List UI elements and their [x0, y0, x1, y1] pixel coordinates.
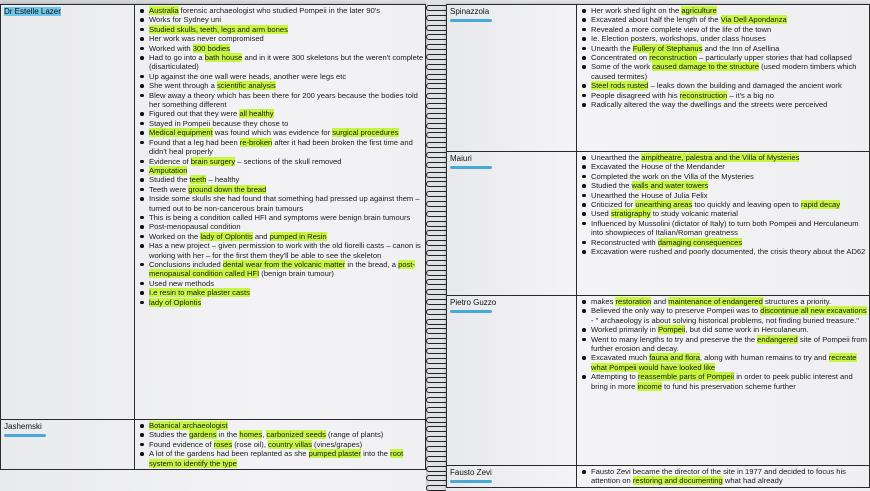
spiral-ring — [425, 122, 447, 129]
list-item — [149, 119, 425, 128]
spiral-ring — [425, 220, 447, 227]
note-text: This is being a condition called HFI and symptoms were benign brain tumours — [149, 212, 411, 222]
list-item — [149, 25, 425, 34]
highlighted-text: income — [637, 381, 662, 391]
highlighted-text: walls and water towers — [631, 181, 709, 191]
spiral-ring — [425, 73, 447, 80]
highlighted-text: Studied skulls, teeth, legs and arm bones — [149, 24, 288, 34]
notes-list — [577, 5, 869, 110]
highlighted-text: lady of Oplontis — [200, 231, 253, 241]
highlighted-text: country villas — [268, 439, 312, 449]
note-text: Figured out that they were — [149, 109, 240, 119]
list-item — [149, 81, 425, 90]
note-text: Conclusions included — [149, 259, 223, 269]
notes-row — [447, 5, 870, 152]
list-item — [591, 25, 869, 34]
list-item — [591, 191, 869, 200]
list-item — [149, 175, 425, 184]
spiral-ring — [425, 43, 447, 50]
notes-list — [135, 420, 425, 469]
notes-list — [135, 5, 425, 308]
spiral-ring — [425, 484, 447, 491]
list-item — [149, 6, 425, 15]
highlighted-text: all healthy — [239, 109, 274, 119]
note-text: Had to go into a — [149, 53, 205, 63]
highlighted-text: Medical equipment — [149, 128, 213, 138]
person-name: Dr Estelle Lazer — [4, 7, 61, 16]
highlighted-text: caused damage to the structure — [652, 62, 760, 72]
highlighted-text: Amputation — [149, 165, 188, 175]
spiral-ring — [425, 347, 447, 354]
highlighter-mark — [450, 480, 492, 483]
list-item — [149, 421, 425, 430]
highlighted-text: I.e resin to make plaster casts — [149, 288, 250, 298]
highlighted-text: lady of Oplontis — [149, 297, 202, 307]
spiral-ring — [425, 367, 447, 374]
list-item — [149, 279, 425, 288]
notes-row — [447, 152, 870, 296]
note-text: Worked on the — [149, 231, 201, 241]
list-item — [591, 306, 869, 325]
highlighted-text: unearthing areas — [635, 200, 693, 210]
spiral-ring — [425, 102, 447, 109]
list-item — [591, 353, 869, 372]
note-text: Her work shed light on the — [591, 6, 682, 15]
highlighted-text: teeth — [189, 175, 207, 185]
spiral-ring — [425, 239, 447, 246]
note-text: – leaks down the building and damaged the ancient work — [648, 81, 842, 91]
note-text: – sections of the skull removed — [235, 156, 342, 166]
list-item — [591, 100, 869, 109]
list-item — [149, 109, 425, 118]
spiral-ring — [425, 180, 447, 187]
highlighted-text: Steel rods rusted — [591, 81, 649, 91]
note-text: Some of the work — [591, 62, 653, 72]
note-text: into the — [360, 449, 391, 459]
spiral-ring — [425, 298, 447, 305]
note-text: what had already — [722, 476, 783, 486]
note-text: Completed the work on the Villa of the Mysteries — [591, 171, 754, 181]
list-item — [149, 430, 425, 439]
spiral-ring — [425, 376, 447, 383]
spiral-ring — [425, 435, 447, 442]
spiral-ring — [425, 474, 447, 481]
note-text: Found evidence of — [149, 439, 214, 449]
note-text: in the — [216, 430, 240, 440]
note-text: Fausto Zevi became the director of the site in 1977 and decided to focus his attention on — [591, 467, 846, 486]
spiral-ring — [425, 249, 447, 256]
note-text: - " archaeology is about solving historical problems, not finding buried treasure." — [591, 315, 859, 325]
note-text: structures a priority. — [762, 297, 832, 306]
note-text: Ie. Election posters, workshops, under class houses — [591, 34, 766, 44]
spiral-ring — [425, 386, 447, 393]
note-text: Works for Sydney uni — [149, 15, 222, 25]
spiral-ring — [425, 308, 447, 315]
notes-list — [577, 152, 869, 257]
list-item — [591, 6, 869, 15]
highlighter-mark — [450, 19, 492, 22]
list-item — [591, 325, 869, 334]
list-item — [591, 34, 869, 43]
list-item — [149, 288, 425, 297]
highlighted-text: homes — [239, 430, 263, 440]
note-text: (benign brain tumour) — [259, 269, 334, 279]
notes-cell — [135, 5, 426, 420]
highlighted-text: reconstruction — [679, 90, 728, 100]
list-item — [591, 219, 869, 238]
list-item — [591, 200, 869, 209]
list-item — [591, 15, 869, 24]
list-item — [149, 157, 425, 166]
list-item — [591, 209, 869, 218]
list-item — [591, 81, 869, 90]
list-item — [149, 222, 425, 231]
note-text: Teeth were — [149, 184, 189, 194]
note-text: Found that a leg had been — [149, 137, 240, 147]
note-text: Blew away a theory which has been there for 200 years because the bodies told her something different — [149, 90, 418, 110]
notes-list — [577, 466, 869, 487]
highlighted-text: carbonized seeds — [266, 430, 326, 440]
note-text: Concentrated on — [591, 53, 650, 63]
note-text: Revealed a more complete view of the life of the town — [591, 24, 772, 34]
note-text: Excavated much — [591, 353, 650, 363]
highlighted-text: Pompeii — [657, 325, 686, 335]
spiral-ring — [425, 92, 447, 99]
note-text: makes — [591, 297, 616, 306]
list-item — [149, 449, 425, 468]
list-item — [149, 53, 425, 72]
spiral-ring — [425, 416, 447, 423]
person-name: Pietro Guzzo — [450, 298, 497, 307]
note-text: , along with human remains to try and — [699, 353, 829, 363]
highlighted-text: brain surgery — [190, 156, 236, 166]
notes-row — [1, 420, 426, 470]
list-item — [591, 91, 869, 100]
highlighted-text: restoring and documenting — [632, 476, 723, 486]
highlighted-text: reassemble parts of Pompeii — [637, 372, 735, 382]
list-item — [149, 185, 425, 194]
highlighted-text: 300 bodies — [192, 43, 230, 53]
note-text: Studies the — [149, 430, 190, 440]
note-text: Excavated the House of the Mendander — [591, 162, 725, 172]
spiral-ring — [425, 278, 447, 285]
note-text: Worked primarily in — [591, 325, 658, 335]
person-name: Spinazzola — [450, 7, 490, 16]
list-item — [149, 138, 425, 157]
highlighted-text: endangered — [757, 334, 798, 344]
spiral-ring — [425, 445, 447, 452]
note-text: Excavated about half the length of the — [591, 15, 721, 25]
note-text: People disagreed with his — [591, 90, 680, 100]
list-item — [591, 335, 869, 354]
list-item — [591, 297, 869, 306]
list-item — [591, 162, 869, 171]
note-text: A lot of the gardens had been replanted as she — [149, 449, 309, 459]
spiral-ring — [425, 200, 447, 207]
highlighted-text: root system to identify the type — [149, 449, 404, 468]
highlighted-text: pumped plaster — [308, 449, 361, 459]
spiral-ring — [425, 406, 447, 413]
note-text: and in it were 300 skeletons but the weren't complete (disarticulated) — [149, 53, 424, 72]
spiral-ring — [425, 455, 447, 462]
spiral-ring — [425, 190, 447, 197]
highlighted-text: reconstruction — [649, 53, 697, 63]
note-text: Has a new project – given permission to work with the old fiorelli casts – canon is working with her – for the first them they'll be able to see the skeleton — [149, 241, 421, 260]
note-text: and — [651, 297, 669, 306]
note-text: Unearth the — [591, 43, 633, 53]
spiral-ring — [425, 269, 447, 276]
spiral-ring — [425, 53, 447, 60]
notes-cell — [577, 152, 870, 296]
note-text: site of Pompeii from further erosion and decay. — [591, 334, 867, 354]
list-item — [591, 181, 869, 190]
spiral-ring — [425, 24, 447, 31]
list-item — [149, 166, 425, 175]
person-name-cell — [447, 466, 577, 488]
highlighter-mark — [450, 310, 492, 313]
person-name: Maiuri — [450, 154, 472, 163]
person-name-cell — [447, 5, 577, 152]
spiral-ring — [425, 318, 447, 325]
note-text: Influenced by Mussolini (dictator of Italy) to turn both Pompeii and Herculaneum into showpieces of Italian/Roman greatness — [591, 218, 859, 238]
note-text: (range of plants) — [325, 430, 384, 440]
note-text: in order to peek public interest and bring in more — [591, 372, 853, 391]
list-item — [149, 440, 425, 449]
note-text: She went through a — [149, 81, 217, 91]
spiral-ring — [425, 210, 447, 217]
highlighted-text: ground down the bread — [188, 184, 267, 194]
highlighted-text: Australia — [149, 6, 179, 15]
spiral-ring — [425, 112, 447, 119]
highlighted-text: stratigraphy — [610, 209, 651, 219]
note-text: Up against the one wall were heads, another were legs etc — [149, 71, 347, 81]
spiral-ring — [425, 82, 447, 89]
spiral-ring — [425, 4, 447, 11]
note-text: – it's a big no — [727, 90, 774, 100]
notes-cell — [577, 466, 870, 488]
spiral-ring — [425, 141, 447, 148]
list-item — [149, 241, 425, 260]
highlighted-text: bath house — [204, 53, 243, 63]
highlighted-text: dental wear from the volcanic matter — [222, 259, 346, 269]
highlighted-text: recreate what Pompeii would have looked like — [591, 353, 857, 372]
highlighter-mark — [450, 166, 492, 169]
notes-cell — [135, 420, 426, 470]
person-name: Fausto Zevi — [450, 468, 492, 477]
spiral-ring — [425, 357, 447, 364]
person-name-cell — [447, 152, 577, 296]
highlighted-text: pumped in Resin — [269, 231, 327, 241]
highlighted-text: roses — [213, 439, 233, 449]
note-text: Used new methods — [149, 278, 215, 288]
note-text: – particularly upper stories that had collapsed — [696, 53, 852, 63]
note-text: too quickly and leaving open to — [692, 200, 801, 210]
highlighted-text: fauna and flora — [649, 353, 700, 363]
person-name-cell — [447, 296, 577, 466]
note-text: after it had been broken the first time and didn't heal properly — [149, 137, 413, 157]
note-text: forensic archaeologist who studied Pompeii in the later 90's — [178, 6, 381, 15]
list-item — [591, 62, 869, 81]
list-item — [591, 238, 869, 247]
note-text: Used — [591, 209, 611, 219]
note-text: Worked with — [149, 43, 193, 53]
right-notes-table — [446, 4, 870, 488]
spiral-ring — [425, 14, 447, 21]
note-text: Went to many lengths to try and preserve the the — [591, 334, 758, 344]
spiral-ring — [425, 161, 447, 168]
note-text: and the Inn of Asellina — [702, 43, 780, 53]
note-text: (rose oil), — [232, 439, 269, 449]
note-text: , but did some work in Herculaneum. — [685, 325, 809, 335]
highlighted-text: Fullery of Stephanus — [632, 43, 703, 53]
spiral-ring — [425, 259, 447, 266]
list-item — [149, 260, 425, 279]
highlighted-text: gardens — [189, 430, 217, 440]
highlighted-text: scientific analysis — [216, 81, 276, 91]
highlighted-text: rapid decay — [800, 200, 841, 210]
list-item — [149, 44, 425, 53]
list-item — [591, 247, 869, 256]
list-item — [149, 213, 425, 222]
left-page — [0, 4, 426, 491]
highlighted-text: Botanical archaeologist — [149, 421, 228, 430]
list-item — [591, 44, 869, 53]
note-text: Excavation were rushed and poorly documented, the crisis theory about the AD62 — [591, 247, 866, 257]
note-text: was found which was evidence for — [212, 128, 333, 138]
note-text: Reconstructed with — [591, 237, 658, 247]
list-item — [149, 298, 425, 307]
spiral-ring — [425, 337, 447, 344]
notes-row — [447, 466, 870, 488]
list-item — [591, 172, 869, 181]
list-item — [149, 15, 425, 24]
highlighted-text: Via Dell Apondanza — [720, 15, 787, 25]
note-text: (used modern timbers which caused termites) — [591, 62, 857, 81]
highlighter-mark — [4, 434, 46, 437]
list-item — [149, 194, 425, 213]
list-item — [591, 467, 869, 486]
spiral-ring — [425, 151, 447, 158]
note-text: to study volcanic material — [650, 209, 738, 219]
list-item — [149, 34, 425, 43]
list-item — [591, 372, 869, 391]
highlighted-text: re-broken — [239, 137, 273, 147]
highlighted-text: post-menopausal condition called HFI — [149, 259, 415, 279]
spiral-ring — [425, 396, 447, 403]
list-item — [149, 128, 425, 137]
list-item — [591, 153, 869, 162]
person-name-cell — [1, 5, 135, 420]
note-text: Unearthed the — [591, 153, 642, 162]
spiral-ring — [425, 63, 447, 70]
notes-row — [447, 296, 870, 466]
note-text: Studied the — [149, 175, 190, 185]
note-text: Radically altered the way the dwellings and the streets were perceived — [591, 100, 828, 110]
spiral-ring — [425, 465, 447, 472]
highlighted-text: ampitheatre, palestra and the Villa of Mysteries — [641, 153, 800, 162]
spiral-ring — [425, 327, 447, 334]
note-text: Unearthed the House of Julia Felix — [591, 190, 708, 200]
highlighted-text: damaging consequences — [657, 237, 743, 247]
highlighted-text: surgical procedures — [332, 128, 399, 138]
note-text: – healthy — [206, 175, 240, 185]
note-text: Her work was never compromised — [149, 34, 264, 44]
list-item — [149, 72, 425, 81]
note-text: Inside some skulls she had found that something had pressed up against them – turned out to be non-cancerous brain tumours — [149, 194, 420, 213]
notes-cell — [577, 5, 870, 152]
right-page — [446, 4, 870, 491]
person-name-cell — [1, 420, 135, 470]
person-name: Jashemski — [4, 422, 42, 431]
note-text: Post-menopausal condition — [149, 222, 241, 232]
notes-row — [1, 5, 426, 420]
note-text: Attempting to — [591, 372, 638, 382]
list-item — [149, 91, 425, 110]
note-text: Believed the only way to preserve Pompeii was to — [591, 306, 761, 316]
note-text: Evidence of — [149, 156, 191, 166]
spiral-ring — [425, 131, 447, 138]
highlighted-text: agriculture — [681, 6, 717, 15]
list-item — [149, 232, 425, 241]
note-text: in the bread, a — [345, 259, 399, 269]
spiral-binding — [425, 0, 447, 491]
note-text: to fund his preservation scheme further — [661, 381, 796, 391]
left-notes-table — [0, 4, 426, 470]
list-item — [591, 53, 869, 62]
spiral-ring — [425, 288, 447, 295]
spiral-ring — [425, 229, 447, 236]
note-text: , — [262, 430, 267, 440]
note-text: (vines/grapes) — [311, 439, 363, 449]
note-text: Studied the — [591, 181, 632, 191]
notes-list — [577, 296, 869, 392]
spiral-ring — [425, 171, 447, 178]
highlighted-text: restoration — [615, 297, 652, 306]
note-text: and — [252, 231, 270, 241]
note-text: Criticized for — [591, 200, 636, 210]
spiral-ring — [425, 33, 447, 40]
highlighted-text: maintenance of endangered — [668, 297, 763, 306]
highlighted-text: discontinue all new excavations — [760, 306, 867, 316]
note-text: Stayed in Pompeii because they chose to — [149, 118, 289, 128]
spiral-ring — [425, 425, 447, 432]
notes-cell — [577, 296, 870, 466]
